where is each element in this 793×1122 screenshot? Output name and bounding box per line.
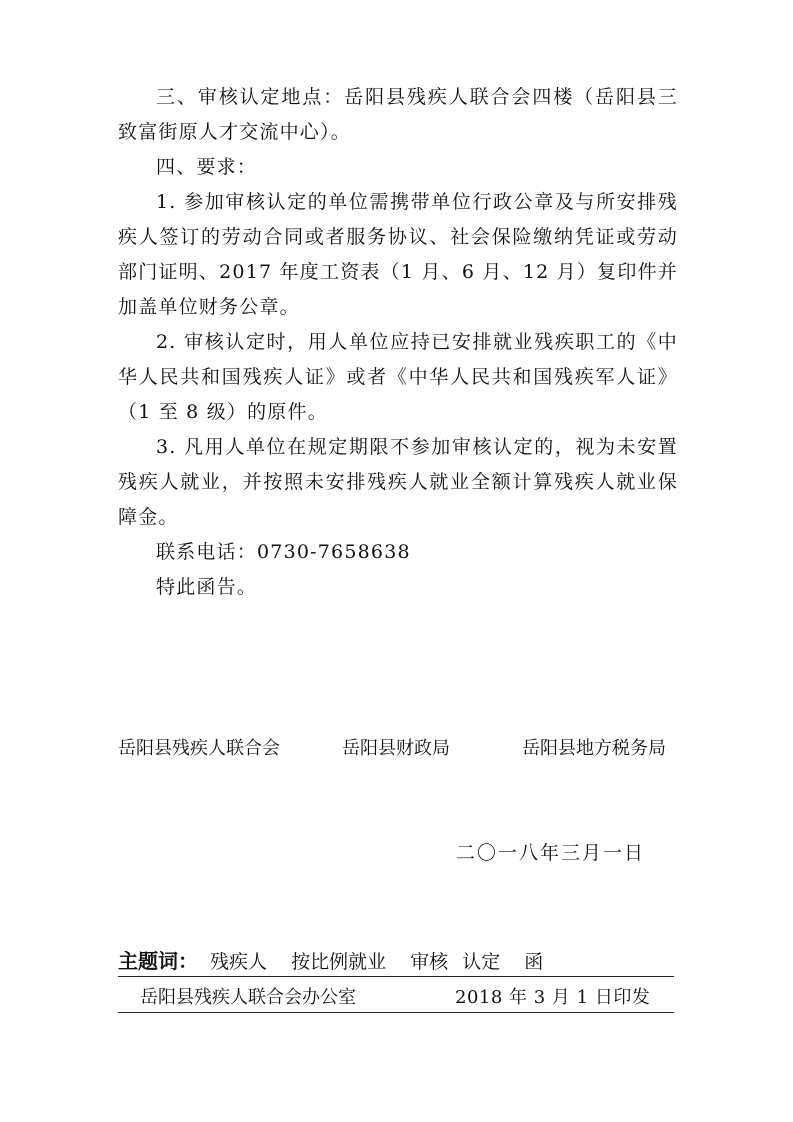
paragraph-contact-phone: 联系电话：0730-7658638 [156, 541, 411, 563]
divider-line-bottom [118, 1012, 674, 1013]
subject-keywords [118, 945, 678, 975]
keyword: 认定 [462, 951, 501, 973]
keywords-label: 主题词： [118, 949, 198, 973]
signer-tax-bureau: 岳阳县地方税务局 [522, 738, 666, 759]
paragraph-requirements-heading: 四、要求： [156, 156, 258, 178]
keyword: 函 [524, 951, 544, 973]
document-date: 二〇一八年三月一日 [456, 842, 646, 864]
signer-disabled-federation: 岳阳县残疾人联合会 [118, 738, 280, 759]
issuance-footer [140, 983, 674, 1011]
paragraph-closing: 特此函告。 [156, 576, 258, 598]
issue-date: 2018 年 3 月 1 日印发 [455, 987, 651, 1008]
signing-organizations [118, 734, 678, 764]
paragraph-requirement-1: 1. 参加审核认定的单位需携带单位行政公章及与所安排残疾人签订的劳动合同或者服务协议、社会保险缴纳凭证或劳动部门证明、2017 年度工资表（1 月、6 月、12 月）复印件并加盖单位财务公章。 [118, 191, 678, 318]
divider-line-top [118, 976, 674, 977]
document-body [118, 80, 678, 605]
paragraph-requirement-3: 3. 凡用人单位在规定期限不参加审核认定的，视为未安置残疾人就业，并按照未安排残疾人就业全额计算残疾人就业保障金。 [118, 436, 678, 528]
signer-finance-bureau: 岳阳县财政局 [342, 738, 450, 759]
keyword: 审核 [410, 951, 449, 973]
keyword: 残疾人 [210, 951, 268, 973]
paragraph-location: 三、审核认定地点：岳阳县残疾人联合会四楼（岳阳县三致富街原人才交流中心）。 [118, 86, 678, 143]
issuing-office: 岳阳县残疾人联合会办公室 [140, 987, 356, 1008]
paragraph-requirement-2: 2. 审核认定时，用人单位应持已安排就业残疾职工的《中华人民共和国残疾人证》或者《中华人民共和国残疾军人证》（1 至 8 级）的原件。 [118, 331, 678, 423]
keyword: 按比例就业 [291, 951, 387, 973]
